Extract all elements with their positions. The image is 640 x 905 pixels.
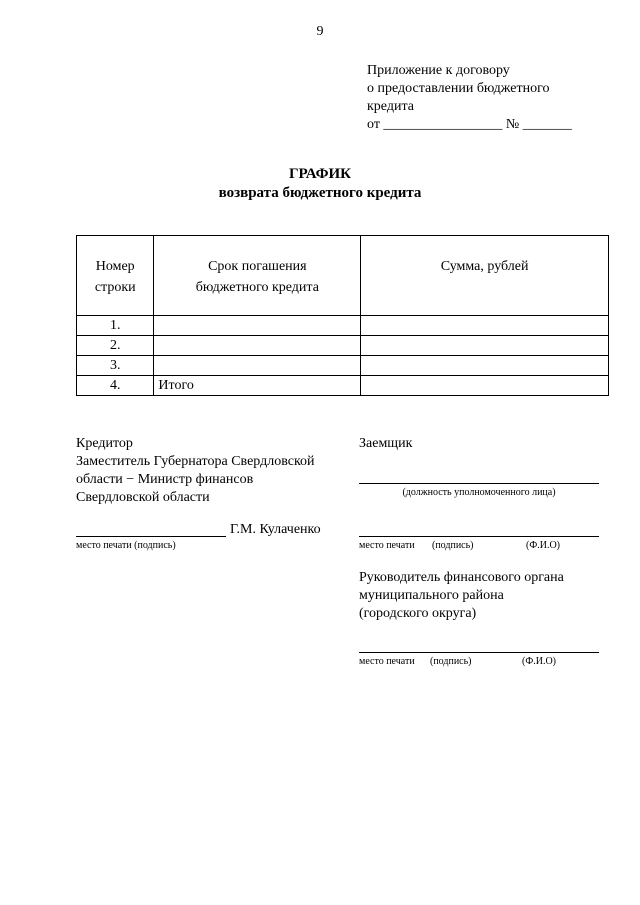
borrower-signature-line (359, 536, 599, 537)
table-row-total (77, 376, 609, 396)
annex-line-1: Приложение к договору (367, 63, 510, 78)
row-number: 2. (77, 336, 154, 356)
annex-line-2: о предоставлении бюджетного (367, 81, 550, 96)
borrower-stamp-caption: место печати (359, 540, 415, 551)
borrower-block (359, 435, 412, 453)
borrower-fio-caption: (Ф.И.О) (526, 540, 561, 551)
row-number: 1. (77, 316, 154, 336)
header-sum (361, 236, 609, 316)
table-header-row (77, 236, 609, 316)
header-row-number (77, 236, 154, 316)
header-term-line-2: бюджетного кредита (195, 280, 319, 295)
annex-line-3: кредита (367, 99, 414, 114)
annex-line-4: от _________________ № _______ (367, 117, 572, 132)
row-term (154, 316, 361, 336)
header-repayment-term (154, 236, 361, 316)
creditor-position-line-3: Свердловской области (76, 490, 210, 505)
header-sum-line-1: Сумма, рублей (440, 259, 529, 274)
finance-head-line-2: муниципального района (359, 588, 504, 603)
row-sum (361, 376, 609, 396)
table-row (77, 336, 609, 356)
page-number: 9 (316, 24, 324, 39)
borrower-position-line (359, 483, 599, 484)
table-row (77, 316, 609, 336)
finance-head-block (359, 569, 564, 623)
finance-head-stamp-caption: место печати (359, 656, 415, 667)
creditor-position-line-1: Заместитель Губернатора Свердловской (76, 454, 315, 469)
row-sum (361, 356, 609, 376)
finance-head-line-3: (городского округа) (359, 606, 477, 621)
creditor-label: Кредитор (76, 436, 133, 451)
table-row (77, 356, 609, 376)
finance-head-signature-line (359, 652, 599, 653)
row-term (154, 336, 361, 356)
borrower-label: Заемщик (359, 436, 413, 451)
row-total-label: Итого (154, 376, 361, 396)
finance-head-sign-caption: (подпись) (430, 656, 472, 667)
annex-note (367, 62, 572, 134)
creditor-signer-name: Г.М. Кулаченко (230, 522, 321, 537)
document-title (0, 165, 640, 203)
header-row-number-line-2: строки (94, 280, 136, 295)
borrower-sign-caption: (подпись) (432, 540, 474, 551)
header-row-number-line-1: Номер (95, 259, 135, 274)
borrower-position-caption: (должность уполномоченного лица) (402, 487, 556, 498)
creditor-signature-line (76, 536, 226, 537)
repayment-schedule-table (76, 235, 609, 396)
row-sum (361, 336, 609, 356)
creditor-block (76, 435, 315, 507)
row-number: 4. (77, 376, 154, 396)
creditor-signature-caption: место печати (подпись) (76, 540, 176, 551)
creditor-position-line-2: области − Министр финансов (76, 472, 254, 487)
finance-head-fio-caption: (Ф.И.О) (522, 656, 557, 667)
finance-head-line-1: Руководитель финансового органа (359, 570, 564, 585)
row-number: 3. (77, 356, 154, 376)
row-sum (361, 316, 609, 336)
row-term (154, 356, 361, 376)
header-term-line-1: Срок погашения (208, 259, 307, 274)
title-main: ГРАФИК (288, 166, 352, 182)
title-sub: возврата бюджетного кредита (218, 185, 422, 201)
